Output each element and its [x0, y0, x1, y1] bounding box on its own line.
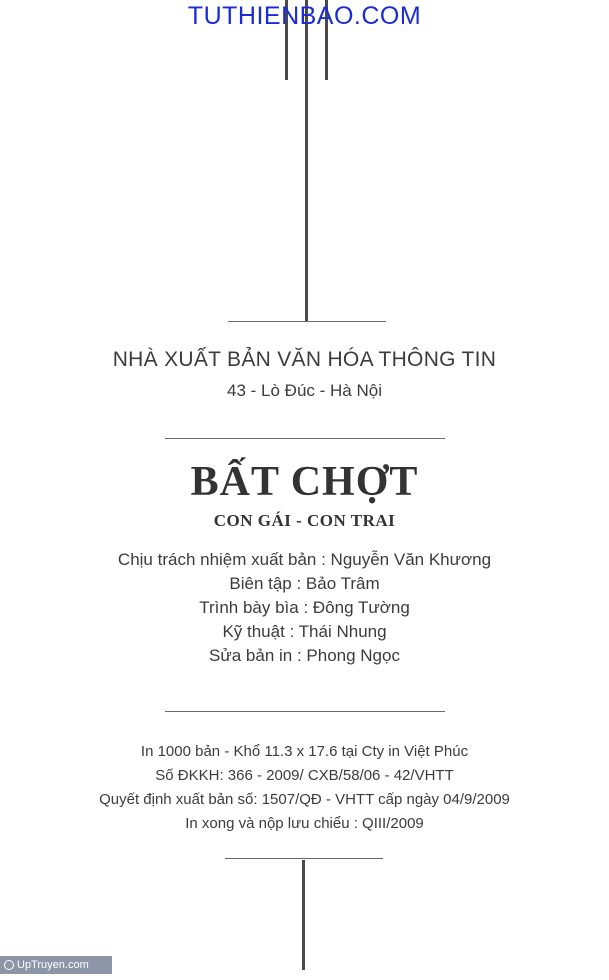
credit-line: Trình bày bìa : Đông Tường	[199, 598, 410, 617]
publication-info-line: In 1000 bản - Khổ 11.3 x 17.6 tại Cty in Việt Phúc	[140, 743, 469, 760]
decor-line-bottom	[302, 860, 305, 970]
publication-info-line: Số ĐKKH: 366 - 2009/ CXB/58/06 - 42/VHTT	[155, 767, 454, 784]
decor-line-bottom-rule	[225, 858, 383, 859]
book-subtitle: CON GÁI - CON TRAI	[213, 511, 396, 530]
credit-line: Biên tập : Bảo Trâm	[229, 574, 380, 593]
decor-line-top-rule	[228, 321, 386, 322]
book-title: BẤT CHỢT	[190, 459, 419, 505]
divider-1	[165, 438, 445, 439]
credit-line: Sửa bản in : Phong Ngọc	[209, 646, 400, 665]
uptruyen-label: UpTruyen.com	[17, 959, 89, 971]
divider-2	[165, 711, 445, 712]
site-watermark: TUTHIENBAO.COM	[187, 2, 422, 30]
publication-info-line: Quyết định xuất bản số: 1507/QĐ - VHTT cấp ngày 04/9/2009	[99, 791, 510, 808]
uptruyen-logo-icon	[4, 960, 14, 970]
publisher-name: NHÀ XUẤT BẢN VĂN HÓA THÔNG TIN	[112, 348, 497, 371]
publication-info-line: In xong và nộp lưu chiểu : QIII/2009	[185, 815, 424, 832]
publisher-address: 43 - Lò Đúc - Hà Nội	[227, 381, 382, 400]
decor-line-center	[305, 0, 308, 322]
credit-line: Chịu trách nhiệm xuất bản : Nguyễn Văn Khương	[117, 550, 492, 569]
credit-line: Kỹ thuật : Thái Nhung	[222, 622, 387, 641]
uptruyen-badge[interactable]	[0, 956, 112, 974]
